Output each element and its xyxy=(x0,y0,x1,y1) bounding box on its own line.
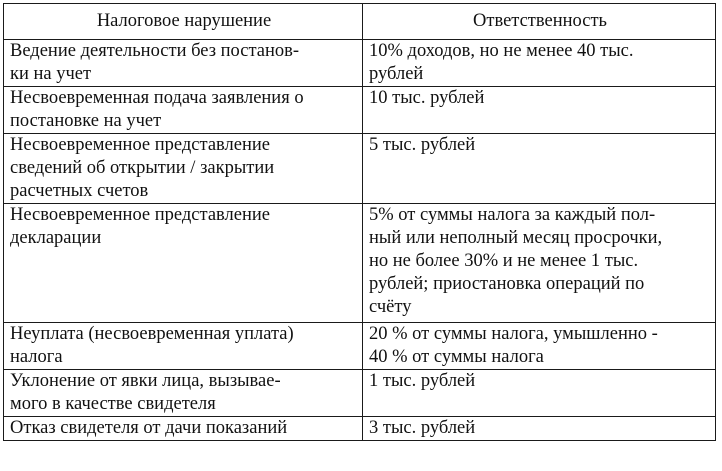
cell-line: Несвоевременное представление xyxy=(10,205,270,225)
table-row xyxy=(4,417,716,441)
cell-line: 5% от суммы налога за каждый пол- xyxy=(369,205,656,225)
cell-line: ный или неполный месяц просрочки, xyxy=(369,228,663,248)
table-row xyxy=(4,323,716,370)
cell-line: 10 тыс. рублей xyxy=(369,88,485,108)
cell-line: 20 % от суммы налога, умышленно - xyxy=(369,324,658,344)
table-row xyxy=(4,134,716,204)
cell-line: 10% доходов, но не менее 40 тыс. xyxy=(369,41,634,61)
cell-line: Несвоевременное представление xyxy=(10,135,270,155)
liability-cell xyxy=(363,134,716,204)
tax-violations-table xyxy=(3,3,716,441)
cell-line: но не более 30% и не менее 1 тыс. xyxy=(369,251,639,271)
cell-line: сведений об открытии / закрытии xyxy=(10,158,275,178)
violation-cell xyxy=(4,323,363,370)
table-row xyxy=(4,370,716,417)
cell-line: 5 тыс. рублей xyxy=(369,135,476,155)
table-row xyxy=(4,87,716,134)
violation-cell xyxy=(4,417,363,441)
cell-line: ки на учет xyxy=(10,64,92,84)
cell-line: Ведение деятельности без постанов- xyxy=(10,41,300,61)
cell-line: 40 % от суммы налога xyxy=(369,347,544,367)
cell-line: Уклонение от явки лица, вызывае- xyxy=(10,371,281,391)
cell-line: Неуплата (несвоевременная уплата) xyxy=(10,324,294,344)
liability-cell xyxy=(363,204,716,323)
header-violation: Налоговое нарушение xyxy=(4,4,363,40)
header-row xyxy=(4,4,716,40)
cell-line: мого в качестве свидетеля xyxy=(10,394,216,414)
violation-cell xyxy=(4,134,363,204)
violation-cell xyxy=(4,204,363,323)
cell-line: налога xyxy=(10,347,63,367)
liability-cell xyxy=(363,87,716,134)
cell-line: расчетных счетов xyxy=(10,181,149,201)
table-row xyxy=(4,40,716,87)
cell-line: 1 тыс. рублей xyxy=(369,371,476,391)
violation-cell xyxy=(4,87,363,134)
header-liability: Ответственность xyxy=(363,4,716,40)
cell-line: счёту xyxy=(369,297,412,317)
cell-line: Отказ свидетеля от дачи показаний xyxy=(10,418,288,438)
violation-cell xyxy=(4,40,363,87)
table-row xyxy=(4,204,716,323)
cell-line: рублей; приостановка операций по xyxy=(369,274,645,294)
liability-cell xyxy=(363,323,716,370)
cell-line: Несвоевременная подача заявления о xyxy=(10,88,304,108)
cell-line: рублей xyxy=(369,64,424,84)
liability-cell xyxy=(363,417,716,441)
liability-cell xyxy=(363,370,716,417)
cell-line: постановке на учет xyxy=(10,111,162,131)
cell-line: 3 тыс. рублей xyxy=(369,418,476,438)
cell-line: декларации xyxy=(10,228,102,248)
liability-cell xyxy=(363,40,716,87)
violation-cell xyxy=(4,370,363,417)
